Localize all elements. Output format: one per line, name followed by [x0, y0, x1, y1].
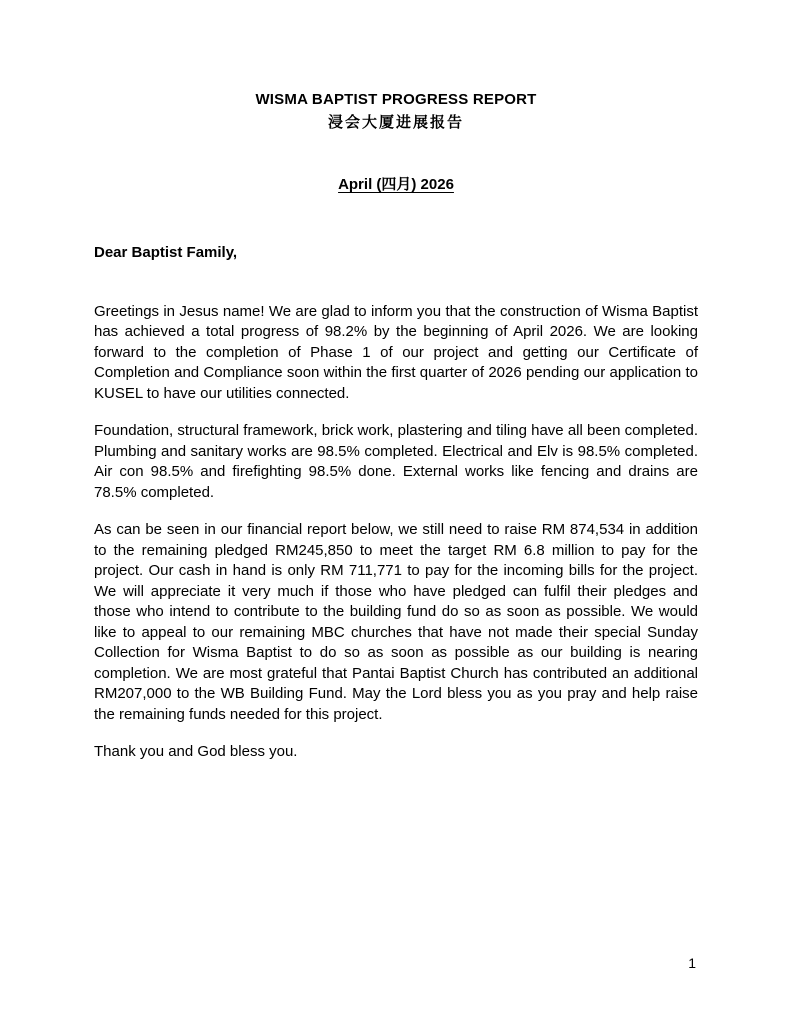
report-title-chinese: 浸会大厦进展报告: [327, 114, 464, 131]
salutation: Dear Baptist Family,: [94, 244, 238, 261]
closing-line: Thank you and God bless you.: [94, 743, 298, 760]
paragraph-construction-progress: Greetings in Jesus name! We are glad to inform you that the construction of Wisma Baptist has achieved a total progress of 98.2% by the beginning of April 2026. We are looking forward to the completion of Phase 1 of our project and getting our Certificate of Completion and Compliance soon within the first quarter of 2026 pending our application to KUSEL to have our utilities connected.: [94, 302, 698, 402]
report-title-english: WISMA BAPTIST PROGRESS REPORT: [255, 91, 537, 108]
page-number: 1: [688, 955, 696, 971]
paragraph-financial-appeal: As can be seen in our financial report below, we still need to raise RM 874,534 in addition to the remaining pledged RM245,850 to meet the target RM 6.8 million to pay for the project. Our cash in hand is only RM 711,771 to pay for the incoming bills for the project. We will appreciate it very much if those who have pledged can fulfil their pledges and those who intend to contribute to the building fund do so as soon as possible. We would like to appeal to our remaining MBC churches that have not made their special Sunday Collection for Wisma Baptist to do so as soon as possible as our building is nearing completion. We are most grateful that Pantai Baptist Church has contributed an additional RM207,000 to the WB Building Fund. May the Lord bless you as you pray and help raise the remaining funds needed for this project.: [94, 521, 698, 723]
report-date-text: April (四月) 2026: [338, 176, 454, 193]
report-date-line: [94, 173, 698, 194]
paragraph-works-completed: Foundation, structural framework, brick work, plastering and tiling have all been completed. Plumbing and sanitary works are 98.5% completed. Electrical and Elv is 98.5% completed. Air con 98.5% and firefighting 98.5% done. External works like fencing and drains are 78.5% completed.: [94, 422, 698, 501]
report-title-block: [94, 88, 698, 134]
